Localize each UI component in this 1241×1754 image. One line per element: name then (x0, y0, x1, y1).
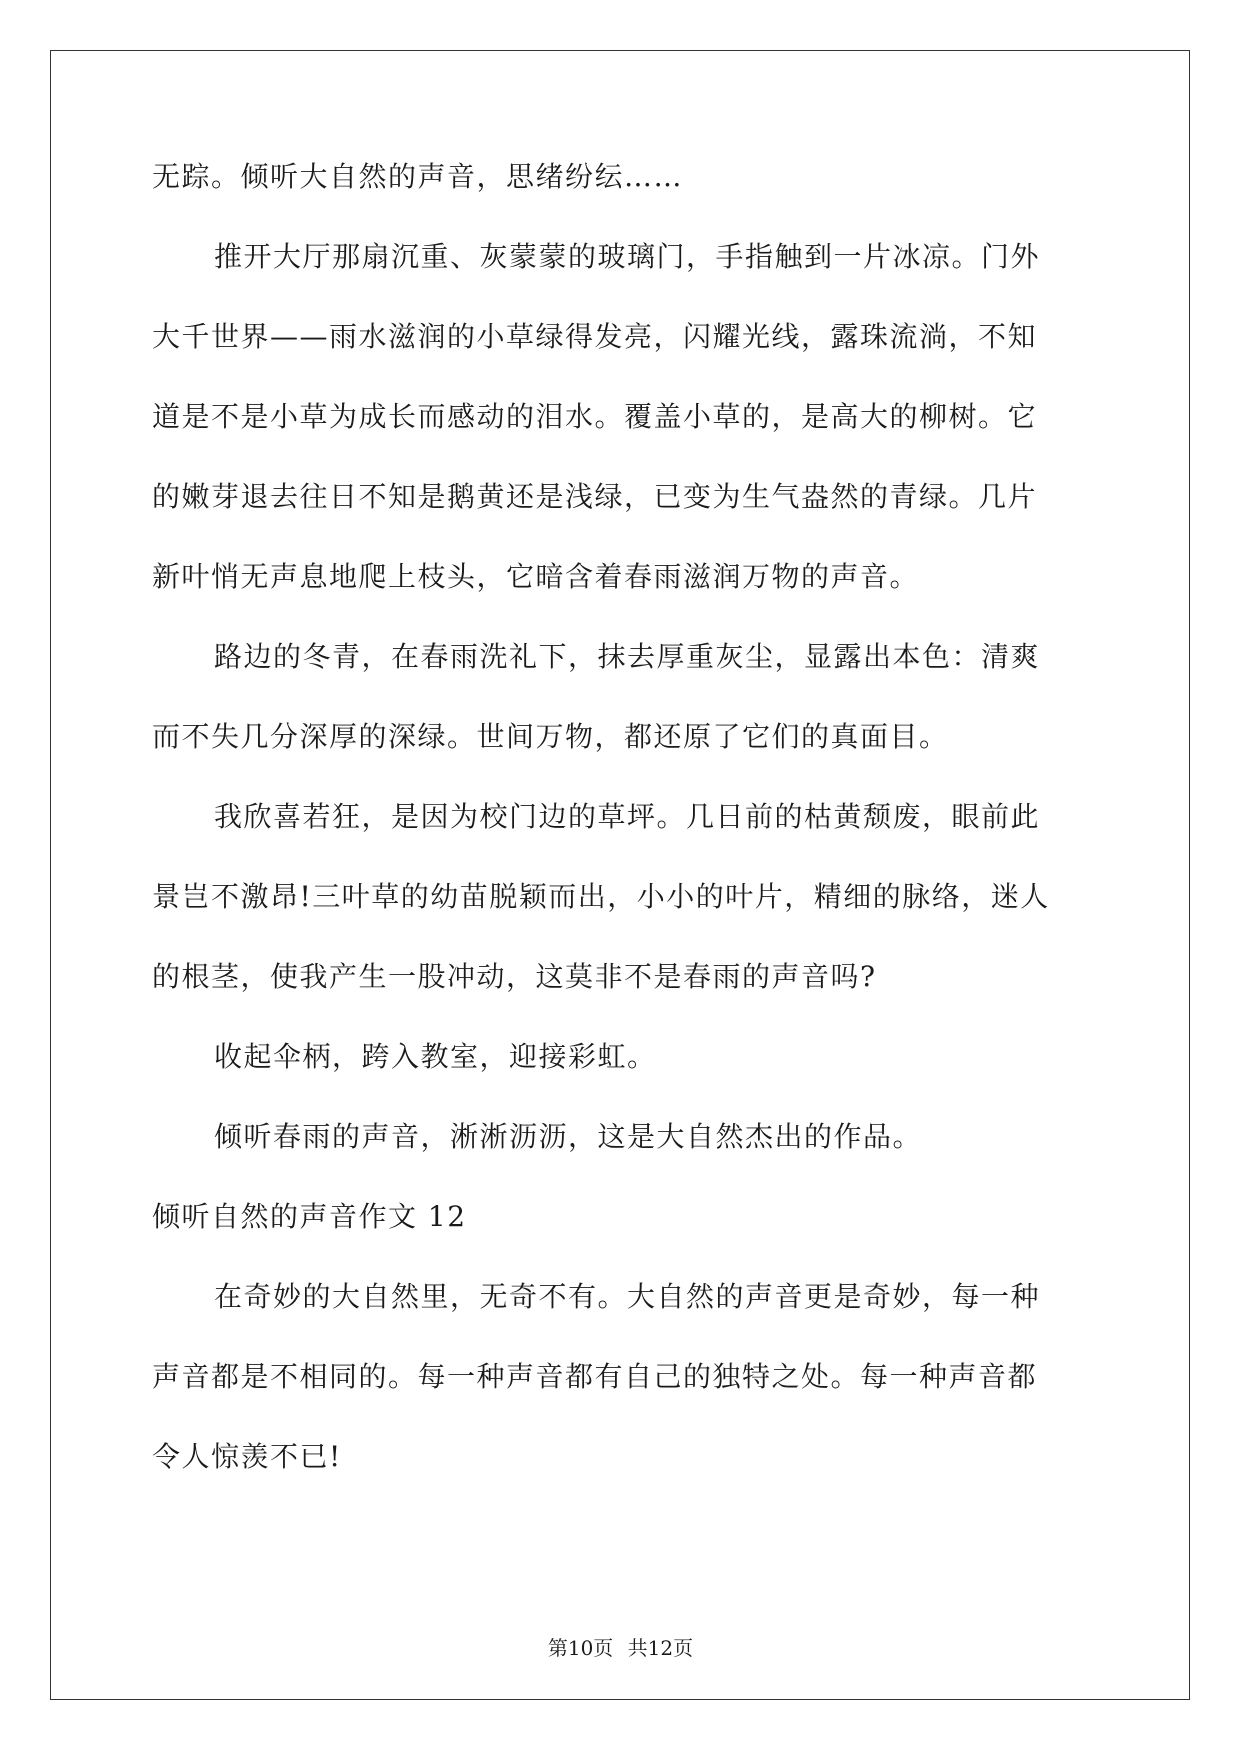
text-line: 新叶悄无声息地爬上枝头，它暗含着春雨滋润万物的声音。 (152, 560, 920, 593)
text-line: 的嫩芽退去往日不知是鹅黄还是浅绿，已变为生气盎然的青绿。几片 (152, 480, 1038, 513)
text-line: 道是不是小草为成长而感动的泪水。覆盖小草的，是高大的柳树。它 (152, 400, 1038, 433)
text-line: 景岂不激昂!三叶草的幼苗脱颖而出，小小的叶片，精细的脉络，迷人 (152, 880, 1050, 913)
paragraph-start-line: 倾听春雨的声音，淅淅沥沥，这是大自然杰出的作品。 (214, 1120, 923, 1153)
text-line: 大千世界——雨水滋润的小草绿得发亮，闪耀光线，露珠流淌，不知 (152, 320, 1038, 353)
page-footer (0, 1637, 1241, 1659)
paragraph-start-line: 我欣喜若狂，是因为校门边的草坪。几日前的枯黄颓废，眼前此 (214, 800, 1041, 833)
paragraph-start-line: 在奇妙的大自然里，无奇不有。大自然的声音更是奇妙，每一种 (214, 1280, 1041, 1313)
paragraph-start-line: 路边的冬青，在春雨洗礼下，抹去厚重灰尘，显露出本色：清爽 (214, 640, 1041, 673)
text-line: 令人惊羡不已! (152, 1440, 342, 1473)
text-line: 声音都是不相同的。每一种声音都有自己的独特之处。每一种声音都 (152, 1360, 1038, 1393)
text-line: 的根茎，使我产生一股冲动，这莫非不是春雨的声音吗? (152, 960, 877, 993)
text-line: 无踪。倾听大自然的声音，思绪纷纭…… (152, 160, 684, 193)
page-number: 第10页 (547, 1636, 614, 1660)
paragraph-start-line: 推开大厅那扇沉重、灰蒙蒙的玻璃门，手指触到一片冰凉。门外 (214, 240, 1041, 273)
page-total: 共12页 (627, 1636, 694, 1660)
paragraph-start-line: 收起伞柄，跨入教室，迎接彩虹。 (214, 1040, 657, 1073)
text-line: 而不失几分深厚的深绿。世间万物，都还原了它们的真面目。 (152, 720, 949, 753)
section-heading: 倾听自然的声音作文 12 (152, 1200, 467, 1233)
